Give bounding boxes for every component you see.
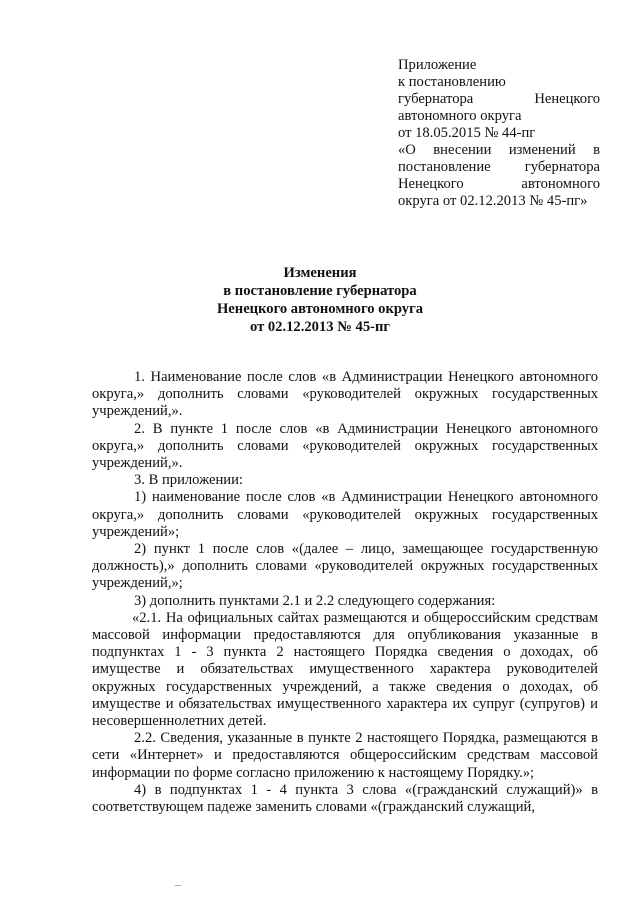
body-paragraph: 2) пункт 1 после слов «(далее – лицо, замещающее государственную должность),» дополнить словами «руководителей окружных государственных учреждений,»; [92, 541, 598, 592]
title-line: в постановление губернатора [223, 283, 417, 299]
appendix-line: «О внесении изменений в [398, 142, 600, 158]
body-paragraph: 3. В приложении: [134, 472, 243, 489]
body-paragraph: 2. В пункте 1 после слов «в Администрации Ненецкого автономного округа,» дополнить словами «руководителей окружных государственных учреждений,». [92, 420, 598, 472]
appendix-line: Ненецкого автономного [398, 176, 600, 192]
scan-mark [175, 885, 181, 886]
appendix-line: губернатора Ненецкого [398, 91, 600, 107]
appendix-line: постановление губернатора [398, 159, 600, 175]
appendix-header [398, 57, 600, 210]
body-paragraph: 3) дополнить пунктами 2.1 и 2.2 следующего содержания: [134, 592, 496, 609]
appendix-line: Приложение [398, 57, 477, 73]
document-body [92, 369, 598, 816]
body-paragraph: 2.2. Сведения, указанные в пункте 2 настоящего Порядка, размещаются в сети «Интернет» и предоставляются общероссийским средствам массовой информации по форме согласно приложению к настоящему Порядку.»; [92, 730, 598, 781]
body-paragraph: 1. Наименование после слов «в Администрации Ненецкого автономного округа,» дополнить словами «руководителей окружных государственных учреждений,». [92, 369, 598, 420]
title-line: от 02.12.2013 № 45-пг [249, 319, 391, 335]
title-line: Ненецкого автономного округа [216, 301, 424, 317]
appendix-line: автономного округа [398, 108, 522, 124]
appendix-line: округа от 02.12.2013 № 45-пг» [398, 193, 588, 209]
appendix-line: от 18.05.2015 № 44-пг [398, 125, 536, 141]
appendix-line: к постановлению [398, 74, 506, 90]
document-title [0, 264, 640, 336]
body-paragraph: 4) в подпунктах 1 - 4 пункта 3 слова «(гражданский служащий)» в соответствующем падеже заменить словами «(гражданский служащий, [92, 781, 598, 816]
body-paragraph: «2.1. На официальных сайтах размещаются и общероссийским средствам массовой информации предоставляются для опубликования указанные в подпунктах 1 - 3 пункта 2 настоящего Порядка сведения о доходах, об имуществе и обязательствах имущественного характера руководителей окружных государственных учреждений, а также сведения о доходах, об имуществе и обязательствах имущественного характера их супруг (супругов) и несовершеннолетних детей. [92, 609, 598, 730]
title-line: Изменения [283, 265, 357, 281]
body-paragraph: 1) наименование после слов «в Администрации Ненецкого автономного округа,» дополнить словами «руководителей окружных государственных учреждений»; [92, 489, 598, 540]
